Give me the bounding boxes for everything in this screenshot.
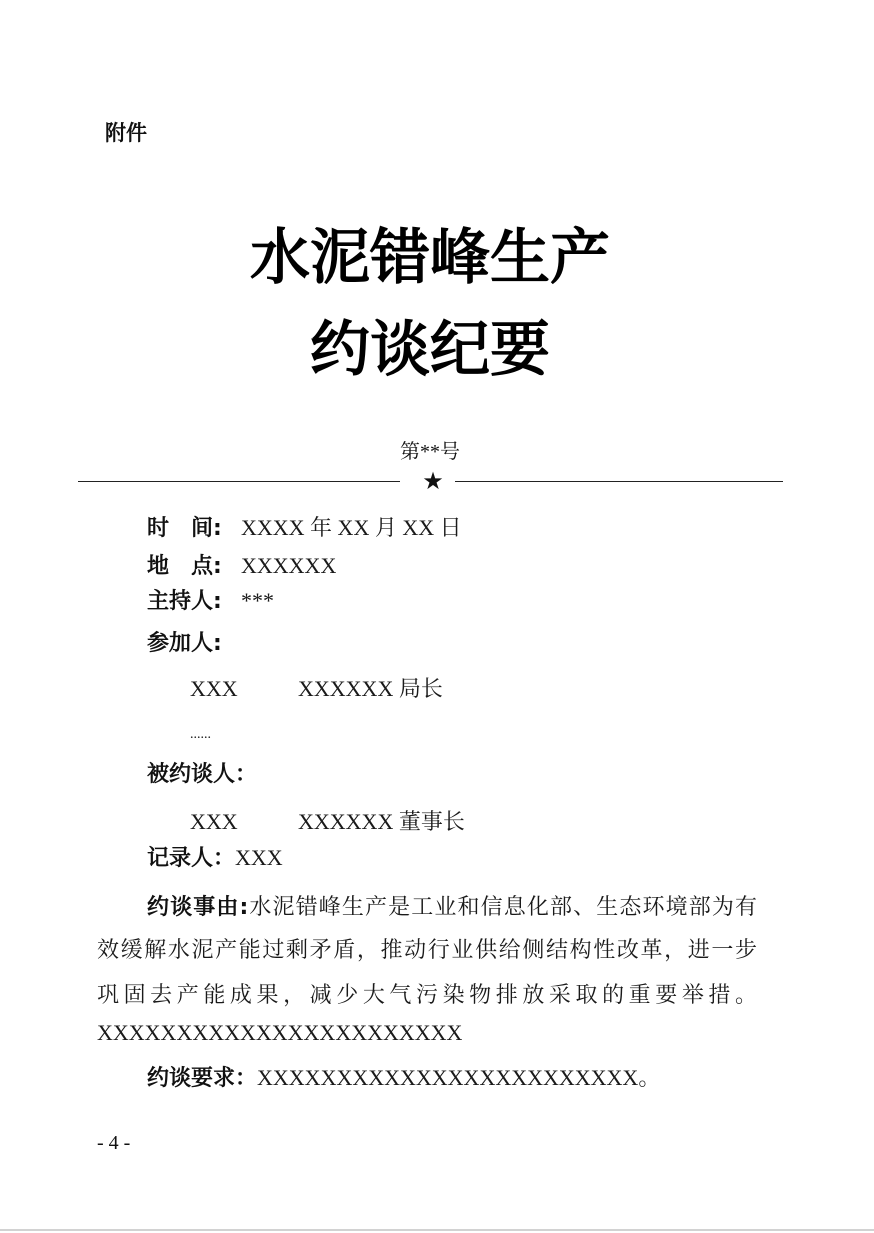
page-number: - 4 - [97, 1132, 131, 1154]
requirement-row [147, 1063, 660, 1093]
meeting-place-label: 地 点: [147, 554, 222, 579]
attachment-label: 附件 [105, 121, 147, 145]
meeting-time-value: XXXX 年 XX 月 XX 日 [241, 515, 462, 540]
requirement-label: 约谈要求： [147, 1066, 258, 1091]
attendees-label: 参加人: [147, 631, 222, 656]
meeting-place-value: XXXXXX [241, 553, 337, 578]
reason-label: 约谈事由: [147, 895, 249, 920]
recorder-value: XXX [235, 845, 283, 870]
divider-line-left [78, 481, 400, 482]
host-row [147, 586, 274, 616]
interviewees-label: 被约谈人： [147, 762, 258, 787]
reason-text-1: 水泥错峰生产是工业和信息化部、生态环境部为有 [248, 894, 757, 919]
recorder-label: 记录人： [147, 846, 236, 871]
host-value: *** [241, 588, 274, 613]
attendees-ellipsis: ...... [190, 727, 211, 742]
reason-line-2: 效缓解水泥产能过剩矛盾，推动行业供给侧结构性改革，进一步 [97, 937, 757, 962]
title-line-2: 约谈纪要 [310, 315, 550, 385]
interviewee-name: XXX [190, 809, 238, 834]
divider-line-right [455, 481, 783, 482]
meeting-place-row [147, 551, 336, 581]
attendee-name: XXX [190, 676, 238, 701]
document-number: 第**号 [400, 441, 460, 463]
meeting-time-row [147, 513, 462, 543]
reason-line-4: XXXXXXXXXXXXXXXXXXXXXXX [97, 1020, 463, 1045]
recorder-row [147, 843, 283, 873]
reason-line-1 [147, 892, 757, 922]
title-line-1: 水泥错峰生产 [250, 223, 610, 293]
star-icon: ★ [422, 467, 444, 495]
reason-line-3: 巩固去产能成果，减少大气污染物排放采取的重要举措。 [97, 982, 757, 1007]
attendee-title: XXXXXX 局长 [298, 676, 443, 701]
meeting-time-label: 时 间: [147, 516, 222, 541]
host-label: 主持人: [147, 589, 222, 614]
requirement-value: XXXXXXXXXXXXXXXXXXXXXXXX。 [257, 1065, 661, 1090]
page-bottom-edge [0, 1229, 874, 1231]
interviewee-title: XXXXXX 董事长 [298, 809, 465, 834]
